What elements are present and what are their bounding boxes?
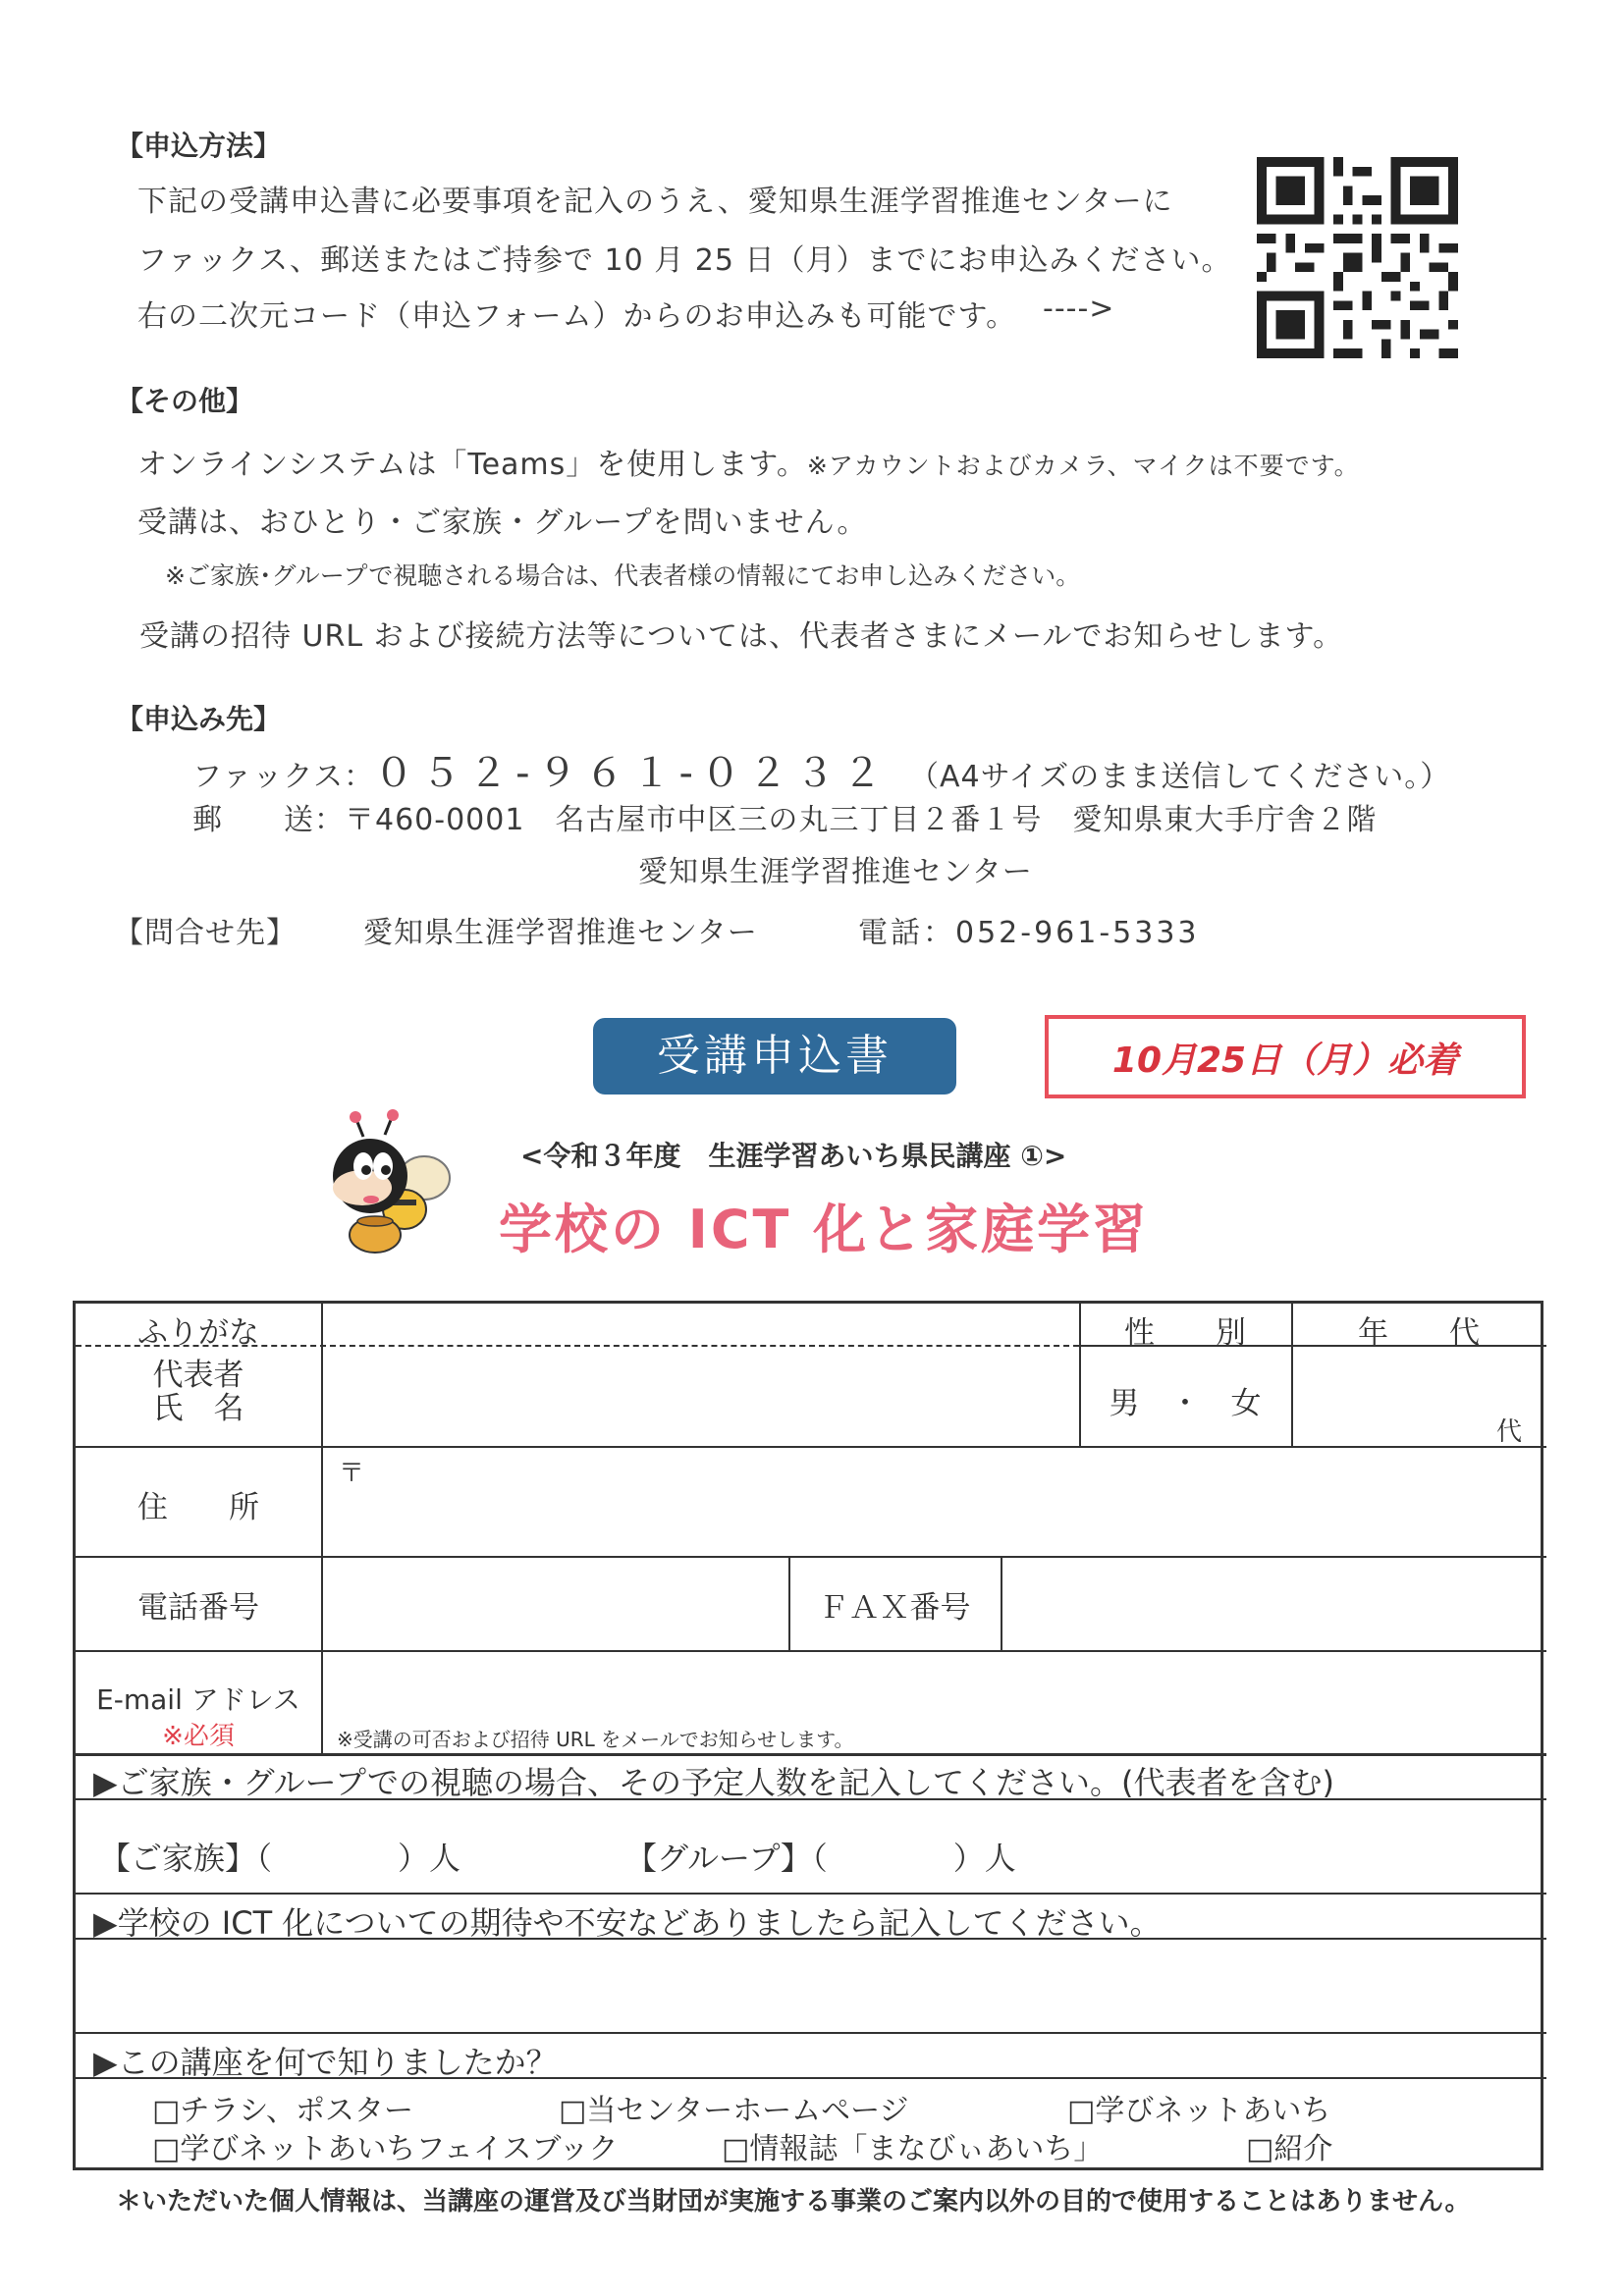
qr-code-icon[interactable]: [1257, 157, 1458, 358]
application-line-2: ファックス、郵送またはご持参で 10 月 25 日（月）までにお申込みください。: [137, 243, 1232, 278]
fax-number: ０５２-９６１-０２３２: [374, 751, 890, 796]
fax-label: ファックス：: [192, 760, 375, 794]
age-suffix: 代: [1495, 1417, 1522, 1447]
option-homepage-checkbox[interactable]: □当センターホームページ: [559, 2094, 909, 2128]
mail-row: [192, 795, 1377, 838]
postal-mark: 〒: [339, 1459, 365, 1488]
application-line-3: 右の二次元コード（申込フォーム）からのお申込みも可能です。: [137, 299, 1017, 334]
bee-mascot-icon: [316, 1109, 454, 1256]
other-line-2: 受講は、おひとり・ご家族・グループを問いません。: [137, 506, 868, 540]
group-count[interactable]: 【グループ】（ ）人: [625, 1840, 1016, 1877]
fax-row: [192, 742, 1450, 798]
deadline-box: 10月25日（月）必着: [1045, 1015, 1526, 1098]
privacy-note: ＊いただいた個人情報は、当講座の運営及び当財団が実施する事業のご案内以外の目的で使用することはありません。: [116, 2187, 1471, 2216]
option-facebook-checkbox[interactable]: □学びネットあいちフェイスブック: [152, 2132, 619, 2166]
furigana-field[interactable]: [323, 1306, 1077, 1343]
email-note: ※受講の可否および招待 URL をメールでお知らせします。: [337, 1728, 854, 1751]
inquiry-org: 愛知県生涯学習推進センター: [363, 916, 758, 950]
email-required: ※必須: [162, 1722, 235, 1751]
application-line-1: 下記の受講申込書に必要事項を記入のうえ、愛知県生涯学習推進センターに: [137, 185, 1173, 219]
option-manabi-net-checkbox[interactable]: □学びネットあいち: [1067, 2094, 1331, 2128]
phone-label: 電話番号: [137, 1590, 259, 1626]
age-label: 年 代: [1358, 1315, 1480, 1351]
source-prompt: ▶この講座を何で知りましたか？: [93, 2044, 558, 2081]
other-heading: 【その他】: [116, 385, 254, 417]
rep-name-label: [76, 1359, 321, 1425]
form-title-badge: 受講申込書: [593, 1018, 956, 1095]
option-referral-checkbox[interactable]: □紹介: [1246, 2132, 1333, 2166]
course-title: 学校の ICT 化と家庭学習: [499, 1199, 1150, 1260]
address-label: 住 所: [137, 1490, 259, 1525]
gender-options[interactable]: 男 ・ 女: [1109, 1386, 1262, 1421]
fax-number-label: ＦＡＸ番号: [818, 1590, 971, 1626]
rep-name-label-1: 代表者: [152, 1358, 244, 1393]
ict-prompt: ▶学校の ICT 化についての期待や不安などありましたら記入してください。: [93, 1904, 1162, 1942]
application-form: [73, 1301, 1543, 2170]
teams-note: オンラインシステムは「Teams」を使用します。: [137, 448, 807, 482]
furigana-label: ふりがな: [137, 1315, 259, 1351]
other-line-1: [137, 440, 1360, 483]
arrow-to-qr: ---->: [1043, 292, 1115, 326]
other-line-3: ※ご家族･グループで視聴される場合は、代表者様の情報にてお申し込みください。: [165, 561, 1081, 590]
phone-field[interactable]: [323, 1558, 786, 1648]
family-count[interactable]: 【ご家族】（ ）人: [99, 1840, 461, 1877]
email-field[interactable]: [323, 1652, 1544, 1721]
fax-note: （A4サイズのまま送信してください。）: [908, 760, 1451, 794]
application-method-heading: 【申込方法】: [116, 130, 282, 162]
inquiry-phone: 電話：052-961-5333: [858, 916, 1200, 950]
fax-field[interactable]: [1002, 1558, 1544, 1648]
rep-name-label-2: 氏 名: [152, 1391, 244, 1426]
inquiry-heading: 【問合せ先】: [114, 916, 297, 950]
gender-label: 性 別: [1124, 1315, 1246, 1351]
other-line-4: 受講の招待 URL および接続方法等については、代表者さまにメールでお知らせします。: [139, 619, 1344, 654]
ict-comment-field[interactable]: [78, 1940, 1544, 2030]
mail-org: 愛知県生涯学習推進センター: [638, 855, 1033, 889]
name-field[interactable]: [323, 1349, 1077, 1444]
destination-heading: 【申込み先】: [116, 703, 282, 735]
email-label: E-mail アドレス: [96, 1683, 300, 1716]
mail-address: 〒460-0001 名古屋市中区三の丸三丁目２番１号 愛知県東大手庁舎２階: [345, 803, 1378, 837]
account-note: ※アカウントおよびカメラ、マイクは不要です。: [806, 452, 1360, 480]
course-subtitle: <令和３年度 生涯学習あいち県民講座 ①>: [520, 1140, 1067, 1172]
option-magazine-checkbox[interactable]: □情報誌「まなびぃあいち」: [722, 2132, 1104, 2166]
option-flyer-checkbox[interactable]: □チラシ、ポスター: [152, 2094, 413, 2128]
family-prompt: ▶ご家族・グループでの視聴の場合、その予定人数を記入してください。(代表者を含む): [93, 1764, 1334, 1801]
address-field[interactable]: [323, 1448, 1544, 1554]
mail-label: 郵 送：: [192, 803, 345, 837]
